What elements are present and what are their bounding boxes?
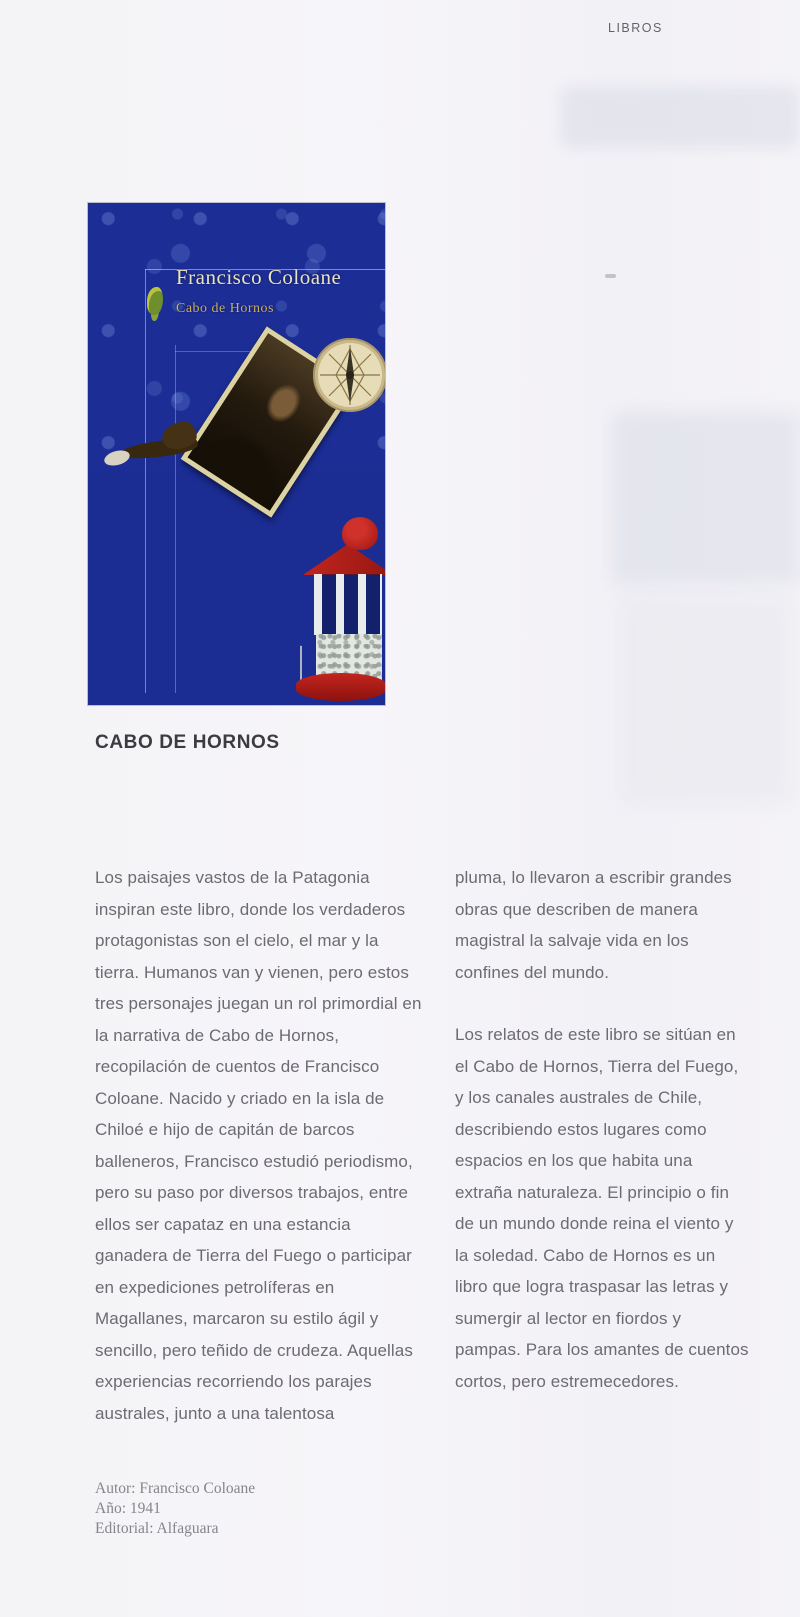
lighthouse-base: [296, 673, 385, 701]
cover-frame-line: [175, 345, 176, 693]
article-column-right: [455, 862, 750, 1429]
bleed-through-speck: [605, 274, 616, 278]
bleed-through-block: [622, 598, 792, 803]
article-paragraph: pluma, lo llevaron a escribir grandes obras que describen de manera magistral la salvaje vida en los confines del mundo.: [455, 868, 732, 982]
lighthouse-dome: [342, 517, 378, 550]
book-metadata: [95, 1479, 255, 1539]
lighthouse-gallery: [314, 574, 382, 635]
metadata-author: Autor: Francisco Coloane: [95, 1480, 256, 1497]
metadata-year: Año: 1941: [95, 1500, 161, 1517]
bleed-through-title: [560, 86, 800, 148]
bleed-through-block: [612, 412, 800, 584]
article-paragraph: Los relatos de este libro se sitúan en el Cabo de Hornos, Tierra del Fuego, y los canales australes de Chile, describiendo estos lugares como espacios en los que habita una extraña naturaleza. El principio o fin de un mundo donde reina el viento y la soledad. Cabo de Hornos es un libro que logra traspasar las letras y sumergir al lector en fiordos y pampas. Para los amantes de cuentos cortos, pero estremecedores.: [455, 1025, 749, 1391]
driftwood-bird-icon: [102, 423, 210, 473]
article-column-left: [95, 862, 425, 1429]
section-label: LIBROS: [608, 21, 663, 35]
article-body: [95, 862, 750, 1429]
book-cover: [88, 203, 385, 705]
cover-frame-line: [145, 269, 146, 693]
cover-book-title: Cabo de Hornos: [176, 301, 274, 316]
article-heading: CABO DE HORNOS: [95, 732, 280, 753]
compass-icon: [312, 337, 385, 413]
cover-author-name: Francisco Coloane: [176, 265, 342, 289]
metadata-publisher: Editorial: Alfaguara: [95, 1520, 219, 1537]
article-paragraph: Los paisajes vastos de la Patagonia inspiran este libro, donde los verdaderos protagonistas son el cielo, el mar y la tierra. Humanos van y vienen, pero estos tres personajes juegan un rol primordial en la narrativa de Cabo de Hornos, recopilación de cuentos de Francisco Coloane. Nacido y criado en la isla de Chiloé e hijo de capitán de barcos balleneros, Francisco estudió periodismo, pero su paso por diversos trabajos, entre ellos ser capataz en una estancia ganadera de Tierra del Fuego o participar en expediciones petrolíferas en Magallanes, marcaron su estilo ágil y sencillo, pero teñido de crudeza. Aquellas experiencias recorriendo los parajes australes, junto a una talentosa: [95, 868, 422, 1423]
map-island-icon: [147, 287, 163, 315]
